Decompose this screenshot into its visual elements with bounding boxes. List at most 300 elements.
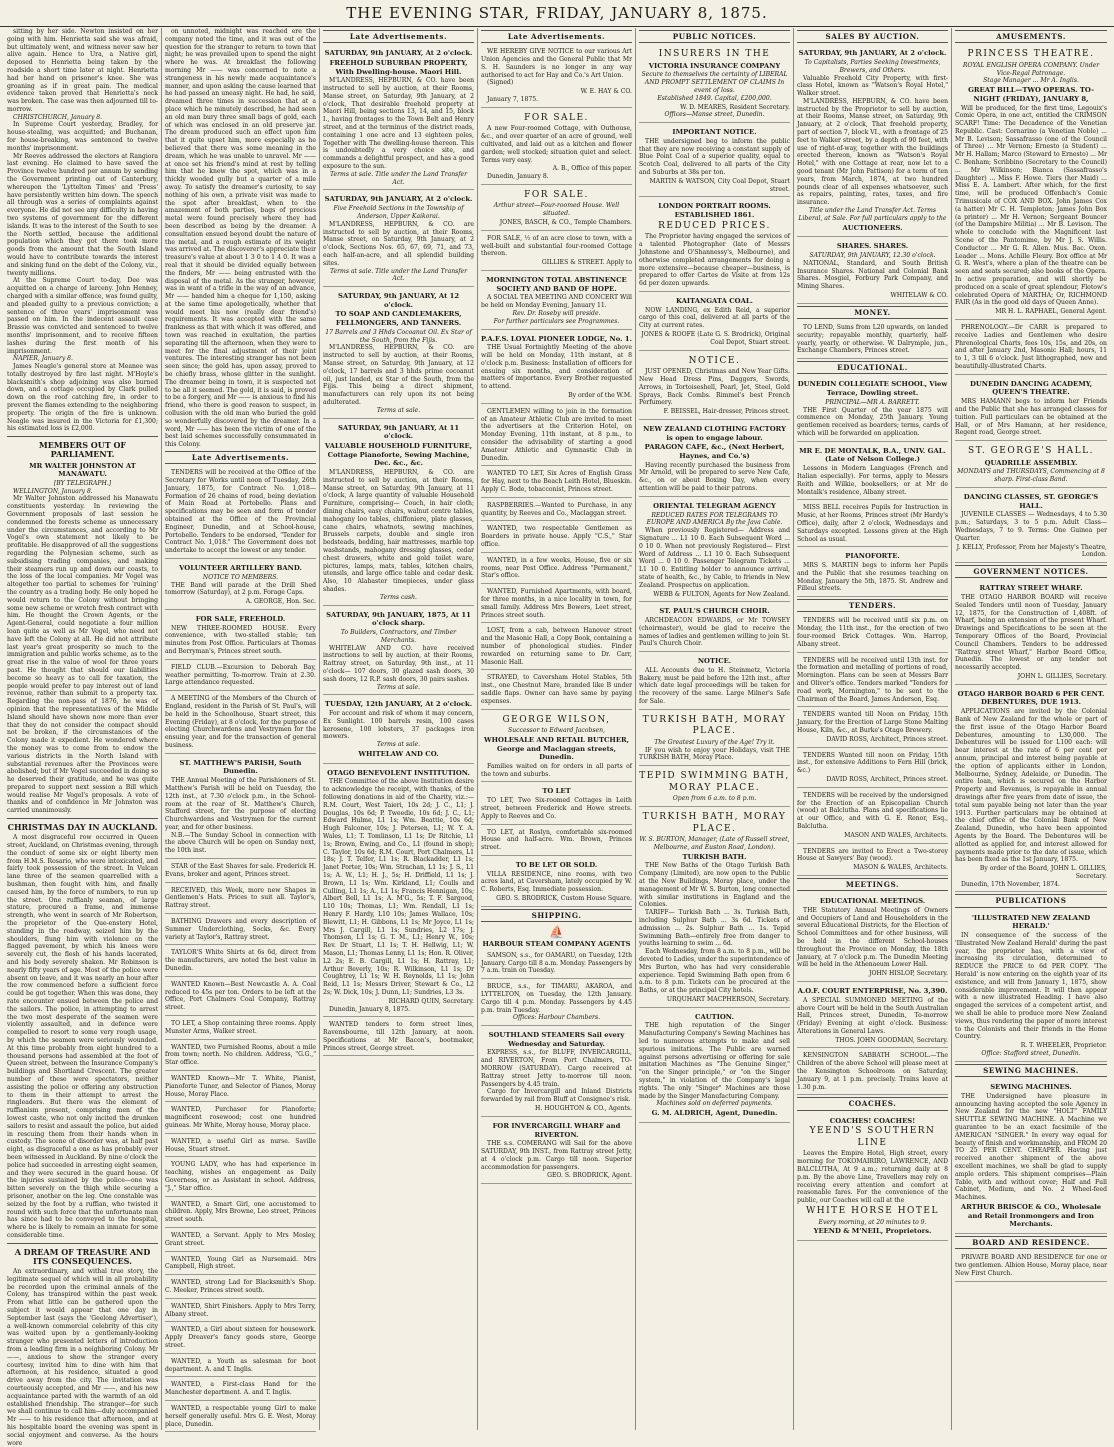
advertisement [323, 421, 474, 606]
advertisement: BATHING Drawers and every description of Summer Underclothing, Socks, &c. Every variety at Taylor's, Rattray street. [165, 916, 316, 945]
advertisement: WANTED, a First-class Hand for the Manchester department. A. and T. Inglis. [165, 1379, 316, 1401]
ad-body: Open from 6 a.m. to 8 p.m. [672, 795, 757, 803]
ad-body: M'LANDRESS, HEPBURN, & CO. are instructed to sell by auction, at their Rooms, Manse street, on Saturday, 9th January, at 2 o'clock, Sections Nos. 65, 67, 69, 71, and 73, each half-an-acre, and all splendid building sites. [323, 220, 474, 267]
section-heading: SALES BY AUCTION. [797, 30, 948, 43]
advertisement [639, 199, 790, 291]
advertisement: GENTLEMEN willing to join in the formation of an Amateur Athletic Club are invited to meet the advertisers at the Criterion Hotel, on Monday Evening, 11th instant, at 8 p.m., to consider the advisability of starting a good Amateur Athletic and Gymnastic Club in Dunedin. [481, 406, 632, 467]
ad-body: Secure to themselves the certainty of LIBERAL AND PROMPT SETTLEMENT OF CLAIMS In event of loss. [641, 71, 788, 95]
advertisement [797, 790, 948, 844]
advertisement [323, 697, 474, 763]
section-heading: TENDERS. [797, 599, 948, 612]
ad-heading: ST. GEORGE'S HALL. [968, 446, 1094, 457]
advertisement: YOUNG LADY, who has had experience in teaching, wishes an engagement as Daily Governess, or as Assistant in school. Address, "J.," Star office. [165, 1159, 316, 1196]
advertisement: WANTED Known—Best Newcastle A. A. Coal reduced to 45s per ton. Orders to be left at the Office, Port Chalmers Coal Company, Rattray street. [165, 979, 316, 1016]
ad-heading: CAUTION. [695, 1012, 734, 1021]
ad-heading: TEPID SWIMMING BATH, MORAY PLACE. [639, 771, 790, 793]
ad-body: TO LET, Two Six-roomed Cottages in Leith street, between Frederick and Howe streets. Apply to Reeves and Co. [481, 797, 632, 820]
column-6 [794, 28, 952, 1430]
ad-note: (Signed) [487, 79, 514, 87]
ad-signature: JONES & ROOFE (Late G. S. Brodrick), Original Coal Depot, Stuart street. [641, 331, 790, 346]
ad-signature: WEBB & FULTON, Agents for New Zealand. [653, 590, 790, 598]
ad-body: For account and risk of whom it may concern, Ex Sunlight. 100 barrels resin, 100 cases kerosene, 100 lobsters, 37 packages iron mowers. [323, 710, 474, 741]
ad-subheading: ROYAL ENGLISH OPERA COMPANY. Under Vice-Regal Patronage. [962, 61, 1100, 77]
ad-heading: KAITANGATA COAL. [675, 296, 754, 305]
advertisement [639, 422, 790, 497]
ad-body: ALL Accounts due to H. Steinmetz, Victoria Bakery, must be paid before the 12th inst., after which date legal proceedings will be taken for the recovery of the same. Large Milner's Safe for Sale. [639, 666, 790, 706]
ad-body: Arthur street—Four-roomed House. Well situated. [493, 202, 620, 218]
advertisement [797, 549, 948, 597]
ad-signature: RICHARD QUIN, Secretary. [388, 997, 474, 1005]
ad-body: THE New Baths of the Otago Turkish Bath Company (Limited), are now open to the Public at the New Buildings, Moray place, under the management of Mr W. S. Burton, long connected with similar institutions in England and the Colonies. [639, 862, 790, 909]
ad-date: January 7, 1875. [487, 96, 539, 103]
ad-date: SATURDAY, 9th JANUARY, At 2 o'clock. [324, 49, 473, 58]
ad-heading: GREAT BILL—TWO OPERAS. TO-NIGHT (FRIDAY), JANUARY 8, [968, 86, 1094, 103]
ad-signature: By order of the Board, JOHN L. GILLIES, Secretary. [979, 865, 1107, 880]
ad-body: When previously Registered— Address and Signature ... L1 10 0. Each Subsequent Word ... 0 10 0. When not previously Registered— First Word of Address ... L1 10 0. Each Subsequent Word ... 0 10 0. Passenger Telegram Tickets ... L1 10 0. Entitling holder to announce arrival, state of health, &c., by Cable, to friends in New Zealand. Prospectus on application. [639, 527, 790, 589]
ad-body: JUVENILE CLASSES — Wednesdays, 4 to 5.30 p.m.; Saturdays, 3 to 5 p.m. Adult Class—Wednesdays, 7 to 9. Terms: One Guinea per Quarter. [955, 511, 1107, 542]
advertisement: LOST, from a cab, between Hanover street and the Masonic Hall, a Copy Book, containing a number of phonological studies. Finder rewarded on returning same to Dr. Carr, Masonic Hall. [481, 625, 632, 670]
advertisement: PRIVATE BOARD AND RESIDENCE for one or two gentlemen. Albion House, Moray place, near New First Church. [955, 1252, 1107, 1281]
ad-signature: MARTIN & WATSON, City Coal Depot, Stuart street. [649, 177, 790, 193]
byline: [BY TELEGRAPH.] [53, 479, 112, 487]
ad-note: Cargo for Invercargill and Inland Districts forwarded by rail from Bluff at Consignee's risk. [481, 1088, 632, 1104]
ad-signature: H. HOUGHTON & CO., Agents. [535, 1105, 632, 1113]
advertisement [481, 1028, 632, 1117]
advertisement: RECEIVED, this Week, more new Shapes in Gentlemen's Hats. Prices to suit all. Taylor's, Rattray street. [165, 885, 316, 914]
ad-body: M'LANDRESS, HEPBURN, & CO. have been instructed by the Proprietor to sell by auction, at their Rooms, Manse street, on Saturday, 9th January, at 2 o'clock, That freehold property, part of section 7, block VI., with a frontage of 25 feet to Walker street, by a depth of 90 feet, with use of right-of-way, together with the buildings erected thereon, known as "Watson's Royal Hotel," with one Cottage at rear, now let to a good tenant (Mr John Pattison) for a term of ten years, from March, 1874, at two hundred pounds clear of all expenses whatsoever, such as repairs, painting, rates, taxes, and fire insurance. [797, 97, 948, 207]
advertisement [165, 561, 316, 610]
ad-heading: DUNEDIN COLLEGIATE SCHOOL, View Terrace, Dowling street. [797, 380, 948, 398]
ad-body: WE HEREBY GIVE NOTICE to our various Art Union Agencies and the General Public that Mr S. H. Saunders is no longer in any way authorised to act for Hay and Co.'s Art Union. [481, 48, 632, 79]
advertisement [797, 444, 948, 501]
section-heading: MEETINGS. [797, 878, 948, 891]
section-heading: PUBLICATIONS [955, 894, 1107, 907]
steamship-icon: ⛵ [549, 925, 564, 940]
ad-date: Dunedin, 17th November, 1874. [961, 880, 1060, 888]
advertisement: WANTED, two Furnished Rooms, about a mile from town; north. No children. Address, "G.G.," Star office. [165, 1042, 316, 1071]
ad-body: THE OTAGO HARBOR BOARD will receive Sealed Tenders until noon of Tuesday, January 12, 1875, for the Construction of 1,408ft. of Wharf, being an extension of the present Wharf. Drawings and Specifications to be seen at the Temporary Offices of the Board, Provincial Council Chambers. Tenders to be addressed "Rattray street Wharf," Harbor Board Office, Dunedin. The lowest or any tender not necessarily accepted. [955, 594, 1107, 672]
ad-heading: RATTRAY STREET WHARF. [979, 584, 1083, 593]
advertisement [481, 858, 632, 907]
advertisement: WANTED, a respectable young Girl to make herself generally useful. Mrs G. E. West, Moray place, Dunedin. [165, 1403, 316, 1432]
advertisement [481, 332, 632, 404]
article-heading: A DREAM OF TREASURE AND ITS CONSEQUENCES. [14, 1246, 151, 1266]
ad-terms: Terms at sale. [376, 683, 421, 691]
advertisement: WANTED Known—Mr T. White, Pianist, Pianoforte Tuner, and Selector of Pianos, Moray House, Moray Place. [165, 1073, 316, 1102]
advertisement: WANTED, a Girl about sixteen for housework. Apply Dreaver's fancy goods store, George street. [165, 1324, 316, 1353]
advertisement: WANTED, two respectable Gentlemen as Boarders in private house. Apply "C.S.," Star office. [481, 523, 632, 552]
ad-signature: WHITELAW AND CO. [358, 750, 439, 759]
advertisement: TO LEND, Sums from L20 upwards, on landed security; repayable monthly, quarterly, half-yearly, yearly, or otherwise. W. Dalrymple, jun., Exchange Chambers, Princes street. [797, 322, 948, 359]
advertisement [481, 110, 632, 185]
ad-body: M'LANDRESS, HEPBURN, & CO. are instructed to sell by auction, at their Rooms, Manse street, on Saturday, 9th January, at 11 o'clock, A large quantity of valuable Household Furniture, comprising— Couch, in hair cloth; dining chairs, easy chairs, walnut centre tables, mahogany loo tables, chiffoniere, plate glasses, cane chairs, whatnots, sewing machines, Brussels carpets, double and single iron bedsteads, bedding, hair mattresses, marble top washstands, mahogany dressing glasses, cedar chest drawers, white and gold toilet ware, pictures, lamps, mats, tables, kitchen chairs, utensils, and large office table and cedar desk. Also, 10 Alabaster timepieces, under glass shades. [323, 469, 474, 593]
advertisement [165, 756, 316, 859]
advertisement [955, 443, 1107, 488]
ad-heading: TO BE LET OR SOLD. [515, 860, 598, 869]
ad-heading: HARBOUR STEAM COMPANY AGENTS [482, 940, 631, 949]
ad-heading: FOR SALE, FREEHOLD. [195, 614, 286, 623]
advertisement: WANTED, Shirt Finishers. Apply to Mrs Terry, Albany street. [165, 1301, 316, 1323]
ad-note: Machines sold on deferred payments. [656, 1100, 773, 1108]
ad-signature: W. D. MEARES, Resident Secretary. [680, 103, 790, 111]
ad-signature: JOHN HISLOP, Secretary. [869, 970, 948, 978]
ad-body: TENDERS will be received by the undersigned for the Erection of an Episcopalian Church (wood) at Balclutha. Plans and specifications lie at our Office, and with G. E. Renor, Esq., Balclutha. [797, 791, 948, 830]
ad-terms: Title under the Land Transfer Act. Terms Liberal, at Sale. For full particulars apply to the [798, 207, 947, 222]
ad-body: MRS HAMANN begs to inform her Friends and the Public that she has arranged classes for tuition. Full particulars can be obtained at the Hall, or of Mrs Hamann, at her residence, Regent road, George street. [955, 398, 1107, 437]
ad-signature: YEEND & M'NEIL, Proprietors. [813, 1227, 932, 1236]
ad-date: SATURDAY, 9th JANUARY, At 2 o'clock. [798, 49, 947, 58]
advertisement: KENSINGTON SABBATH SCHOOL.—The Children of the above School will please meet at the Kensington Schoolroom on Saturday, January 9, at 1 p.m. precisely. Trains leave at 1.30 p.m. [797, 1050, 948, 1095]
advertisement: TO LET, a Shop containing three rooms. Apply Munster Arms, Walker street. [165, 1018, 316, 1040]
ad-heading: TURKISH BATH, MORAY PLACE. [642, 714, 787, 737]
section-heading: PUBLIC NOTICES. [639, 30, 790, 43]
article-subheading: MR WALTER JOHNSTON AT MANAWATU. [29, 461, 136, 479]
advertisement [323, 766, 474, 1018]
ad-body: THE high reputation of the Singer Manufacturing Company's Sewing Machines has led to numerous attempts to make and sell spurious imitations. The Public are warned against persons advertising or offering for sale imitation Machines as "The Genuine Singer," "on the Singer principle," or "on the Singer system," in violation of the Company's legal rights. The only "Singer" Machines are those made by the Singer Manufacturing Company. [639, 1022, 790, 1100]
ad-terms: Terms cash. [380, 593, 417, 601]
ad-subheading: YEEND'S SOUTHERN LINE [809, 1126, 936, 1148]
ad-heading: NEW ZEALAND CLOTHING FACTORY is open to engage labour. [643, 424, 786, 442]
ad-subheading: REDUCED RATES FOR TELEGRAMS TO EUROPE AND AMERICA By the Java Cable. [646, 511, 783, 527]
ad-date: Dunedin, January 8, 1875. [329, 1005, 411, 1013]
ad-heading: DANCING CLASSES, ST. GEORGE'S HALL. [963, 492, 1099, 510]
article-heading: CHRISTMAS DAY IN AUCKLAND. [7, 822, 158, 833]
ad-body: A SPECIAL SUMMONED MEETING of the above Court will be held in the South Australian Hall, Princes street, Dunedin, To-morrow (Friday) Evening at eight o'clock. Business: Alterations in General Laws. [797, 996, 948, 1035]
advertisement: PHRENOLOGY.—Dr CARR is prepared to receive Ladies and Gentlemen who desire Phrenological Charts, fees 10s, 15s, and 20s, on and after January 2nd, Masonic Hall; hours, 11 to 1, 3 till 6 o'clock. Just lithographed, new and beautifully-illustrated Charts. [955, 322, 1107, 375]
ad-subheading: W. S. BURTON, Manager, (Late of Russell street, Melbourne, and Euston Road, London). [639, 836, 790, 851]
divider [7, 436, 158, 437]
ad-body: Will be produced, for the first time, Legouix's Comic Opera, in one act, entitled the CRIMSON SCARF! Time: The Decadence of the Venetian Republic. Cast: Cornarino (a Venetian Noble) ... Mr B. Levison; Sassafrasso (one of the Council of Three) ... Mr Vernon; Ernesto (a Student) ... Mr H. Hallam; Marco (Steward to Ernesto) ... Mr C. Benham; Scribbino (Secretary to the Council) ... Mr Wilkinson; Bianca (Sassafrasso's Daughter) ... Miss F. Howe. Tiers (her Maid) ... Miss E. A. Lambert. After which, for the first time, will be produced Offenbach's Comic Trimusicale of COX AND BOX. John James Cox (a hatter) Mr C. H. Templeton; James John Box (a printer) ... Mr H. Vernon; Sergeant Bouncer (of the Dampshire Militia) ... Mr B. Levison. The whole to conclude with the Magnificent last Scene of the Pantomime, by Mr J. S. Willis. Conductor ... Mr G. R. Allen. Mus. Bac. Oxon. Leader ... Mons. Achille Fleury. Box office at Mr G. R. West's, where a plan of the theatre can be seen and seats secured; also books of the Opera. In active preparation, and will shortly be produced on a scale of great splendour, Flotow's celebrated Opera of MARTHA; Or, RICHMOND FAIR (As in the good old days of Queen Anne). [955, 104, 1107, 307]
ad-date: SATURDAY, 9th JANUARY, 12.30 o'clock. [809, 252, 936, 260]
advertisement [797, 894, 948, 982]
ad-heading: WHOLESALE AND RETAIL BUTCHER, George and Maclaggan streets, Dunedin. [483, 735, 630, 762]
ad-heading: ORIENTAL TELEGRAM AGENCY [653, 501, 776, 510]
ad-subheading: REDUCED PRICES. [658, 220, 771, 231]
advertisement: TENDERS will be received until 13th inst. for the formation and metalling of portions of road, Mornington. Plans can be seen at Messrs Barr and Oliver's office. Tenders marked "Tenders for road work, Mornington," to be sent to the Chairman of the Board, James Anderson, Esq. [797, 655, 948, 708]
ad-terms: Terms at sale. Title under the Land Transfer Act. [329, 170, 468, 186]
advertisement [481, 1119, 632, 1184]
advertisement: WANTED, a Youth as salesman for boot department. A. and T. Inglis. [165, 1356, 316, 1378]
advertisement [639, 768, 790, 807]
news-paragraph: A most disgraceful row occurred in Queen street, Auckland, on Christmas evening, through the conduct of some six or eight liberty men from H.M.S. Rosario, who were intoxicated, and fairly took possession of the street. In Vulcan lane three of the seamen quarrelled with a bushman, then fought with him, and finally caused him, by the force of numbers, to run up the street. One ruffianly seaman, of large stature, procured a frame, and immense strength, who went in search of Mr Robertson, the proprietor of the Que-enstery Hotel, standing in the roadway, seized him by the shoulders, flung him with violence on the flagged pavement, by which his knees were severely cut, the flesh of his hands lacerated, and his body severely shaken. Mr Robinson is nearly fifty years of age. Most of the police were absent on leave, and it was nearly an hour after the row commenced before a sufficient force could be got together. When this was done, they rate encounter ensued between the police and the sailors. The police, in attempting to arrest the two most desperate of the seamen were violently assaulted, and in defence were compelled to resort to some very rough usage, by which the seamen were seriously wounded. At this time probably from eight hundred to a thousand persons had assembled at the foot of Queen street, between the Insurance Company's buildings and Shortland Crescent. The greater number of these were spectators, neither assisting the police or offering any obstruction to them in their attempt to arrest the ringleaders. But there was the element of ruffianism present, comprising men of the lowest caste, who not only incited the drunken sailors to resist and assault the police, but aided in rescuing them from their hands when in custody. The scene of disorder was, at half past eight, as disgraceful a one as has probably ever been witnessed in Auckland. By nine o'clock the police had succeeded in arresting eight seamen, and they were secured in the guard house. Of the injuries sustained by the police—one was bitten severely on the thigh while securing a prisoner, another on the leg. One constable was seized by the foot by a ruffian, who twisted it round with such force that the unfortunate man has since had to be conveyed to the hospital, where he is likely to remain an inmate for some considerable time. [7, 834, 158, 1239]
newspaper-page [4, 28, 1110, 1447]
ad-body: BRUCE, s.s., for TIMARU, AKAROA, and LYTTELTON, on Tuesday, the 12th January. Cargo till 4 p.m. Monday. Passengers by 4.45 p.m. train Tuesday. [481, 983, 632, 1014]
advertisement [639, 353, 790, 420]
advertisement: WANTED tenders to form street lines, Ravensbourne, till 12th January, at noon. Specifications at Mr Bacon's, bootmaker, Princes street, George street. [323, 1019, 474, 1056]
advertisement [481, 46, 632, 108]
ad-heading: INSURERS IN THE [658, 49, 771, 60]
advertisement [481, 233, 632, 271]
news-paragraph: on unnoted, midnight was reached ere the company noted the time, and it was out of the question for the stranger to return to town that night; he was prevailed upon to spend the night where he was. At breakfast the following morning Mr —— was concerned to note a strangeness in his newly made acquaintance's manner, and upon asking the cause learned that he had passed an uneasy night. He had, he said, dreamed three times in succession that at a place which he minutely described, he had seen an old man bury three small bags of gold, each of which was enclosed in an old preserve jar. The dream produced such an effect upon him that it quite upset him, more especially as he believed that there was some meaning in the dream, which he was unable to unravel. Mr —— at once set his friend's mind at rest by telling him that he knew the spot, which was in a thickly wooded gully but a quarter of a mile away. To satisfy the dreamer's curiosity, to say nothing of his own, a private visit was made to the spot after breakfast, when to the amazement of both parties, bags of precious metal were found precisely where they had been described as being by the dreamer. A consultation ensued beyond doubt the nature of the metal, and a rough estimate of its weight was arrived at. The discoverer's appreciate their treasure's value at about 1 3 0 to 1 4 0. It was a real that it should be divided equally between the finders, Mr —— being entrusted with the disposal of the metal. As the stranger, however, was in want of a trifle in the way of an advance, Mr —— handed him a cheque for 1,150, asking at the same time apologetically, whether that would meet his now (really dear friend's) requirements. It was accepted with the same frankness as that with which it was offered, and town was reached in exultation, the parties separating till the afternoon, when they were to meet for the final adjustment of their joint ventures. The interesting stranger has not been seen since; the gold has, upon assay, proved to be chiefly brass, whose glitter in the sunlight. The dreamer being in town, it is suspected not to be all it seemed. The gold, it is said, is proved to be a forgery, and Mr —— is anxious to find his friend, who there is good reason to suspect, in collusion with the old man who buried the gold so wonderfully discovered by the dreamer. In a word, Mr —— has been the victim of one of the best laid schemes successfully consummated in this Colony. [165, 28, 316, 449]
ad-body: EXPRESS, s.s., for BLUFF, INVERCARGILL, and RIVERTON, From Port Chalmers, TO-MORROW (SATURDAY). Cargo received at Rattray street Jetty to-morrow till noon. Passengers by 4.45 train. [481, 1049, 632, 1088]
ad-body: JUST OPENED, Christmas and New Year Gifts. New Head Dress Pins, Daggers, Swords, Arrows, in Tortoiseshell, Pearl, Jet, Steel, Gold Sprays, Back Combs. Rimmel's best French Perfumery. [639, 368, 790, 407]
advertisement [797, 239, 948, 303]
divider [7, 1243, 158, 1244]
ad-body: The Proprietor having engaged the services of a talented Photographer (late of Messrs Johnstone and O'Shannessy's, Melbourne), and otherwise completed arrangements for doing a more extensive—because cheaper—business, is prepared to offer Cartes de Visite at from 12s 6d per dozen upwards. [639, 233, 790, 288]
ad-note: Every morning, at 20 minutes to 9. [818, 1218, 927, 1226]
ad-date: SATURDAY, 9th JANUARY, 1875, At 11 o'clock sharp. [326, 610, 471, 628]
ad-note: For further particulars see Programmes. [493, 317, 620, 325]
column-5 [636, 28, 794, 1430]
column-1 [4, 28, 162, 1447]
ad-terms: Terms at sale. Title under the Land Transfer Act. [329, 267, 468, 283]
ad-signature: GEO. S. BRODRICK, Custom House Square. [496, 895, 632, 903]
ad-note: Established 1849. Capital, £200,000. [657, 94, 772, 102]
advertisement [797, 846, 948, 876]
ad-heading: FOR INVERCARGILL WHARF and RIVERTON. [492, 1121, 621, 1139]
section-heading: COACHES. [797, 1097, 948, 1110]
advertisement [955, 46, 1107, 320]
ad-body: Families waited on for orders in all parts of the town and suburbs. [481, 762, 632, 778]
ad-body: IN consequence of the success of the 'Illustrated New Zealand Herald' during the past year, the proprietor has, with a view of increasing its circulation, determined to REDUCE the PRICE to 6d PER COPY. 'The Herald' is now entering on the eighth year of its existence, and will from January 1, 1875, show considerable improvement. It will then appear with a new illustrated Heading. I have also engaged the services of a competent artist, and we shall be able to produce more New Zealand views, thus rendering the paper of more interest to the Colonists and their friends in the Home Country. [955, 932, 1107, 1041]
advertisement [639, 654, 790, 710]
dateline: CHRISTCHURCH, January 8. [13, 113, 103, 121]
advertisement [323, 46, 474, 190]
ad-body: THE Band will parade at the Drill Shed tomorrow (Saturday), at 2 p.m. Forage Caps. [165, 581, 316, 597]
advertisement [639, 499, 790, 602]
ad-signature: DAVID ROSS, Architect, Princes street. [826, 735, 948, 743]
ad-signature: JONES, BASCH, & CO., Temple Chambers. [499, 219, 632, 226]
article-heading: MEMBERS OUT OF PARLIAMENT. [38, 440, 127, 460]
advertisement: FIELD CLUB.—Excursion to Deborah Bay, weather permitting, To-morrow. Train at 2.30. Large attendance requested. [165, 662, 316, 691]
advertisement: WANTED, Young Girl as Nursemaid. Mrs Campbell, High street. [165, 1254, 316, 1276]
ad-heading: ST. PAUL'S CHURCH CHOIR. [659, 607, 770, 616]
advertisement [481, 712, 632, 783]
advertisement: TAYLOR'S White Shirts at 6s 6d, direct from the manufacturers, are noted the best value in Dunedin. [165, 947, 316, 976]
section-heading: SHIPPING. [481, 909, 632, 922]
advertisement [955, 1080, 1107, 1234]
advertisement: SAMSON, s.s., for OAMARU, on Tuesday, 12th January. Cargo till 8 a.m. Monday. Passengers by 7 a.m. train on Tuesday. [481, 950, 632, 979]
ad-heading: Valuable Freehold City Property, with first-class Hotel, known as "Watson's Royal Hotel," Walker street. [797, 74, 948, 98]
advertisement [639, 809, 790, 1008]
ad-signature: A. B., Office of this paper. [552, 165, 632, 173]
ad-heading: TO LET [542, 787, 571, 796]
ad-date: SATURDAY, 9th JANUARY, At 2 o'clock. [324, 195, 473, 204]
advertisement: WANTED, Furnished Apartments, with board, for three months, in a nice locality in town, for small family. Address Mrs Bowers, Leet street, Princes street south. [481, 586, 632, 623]
ad-note: Rev. Dr. Roseby will preside. [512, 309, 601, 317]
section-heading: GOVERNMENT NOTICES. [955, 565, 1107, 578]
ad-date: TUESDAY, 12th JANUARY, At 2 o'clock. [324, 700, 473, 709]
ad-heading: SHARES. SHARES. [836, 242, 909, 251]
section-heading: AMUSEMENTS. [955, 30, 1107, 43]
ad-body: M'LANDRESS, HEPBURN, & CO. have been instructed to sell by auction, at their Rooms, Manse street, on Saturday, 9th January, at 2 o'clock, That desirable freehold property at Maori Hill, being sections 13, 14, and 15, block I., having frontages to the Town Belt and Henry street, and at the terminus of the district roads, containing 1 one acre and 13 eighteen poles, Together with The dwelling-house thereon. This is undoubtedly a very choice site, and commands a delightful prospect, and has a good exposure to the sun. [323, 77, 474, 171]
ad-body: THE Usual Fortnightly Meeting of the above will be held on Monday, 11th instant, at 8 o'clock p.m. Business: Installation of officers for ensuing six months, and consideration of matters of importance. Every Brother requested to attend. [481, 344, 632, 391]
ad-body: TENDERS wanted till Noon on Friday, 15th January, for the Erection of Large Stone Malting House, Kiln, &c., at Burke's Otago Brewery. [797, 711, 948, 734]
news-paragraph: An extraordinary, and withal true story, the legitimate sequel of which will in all probability be recorded upon the criminal annals of the Colony, has transpired within the past week. From what little can be gathered upon the subject it would appear that one day in September last (says the 'Geelong Advertiser'), a well-known commercial celebrity of this city was waited upon by a gentlemanly-looking stranger who presented letters of introduction from a leading firm in a neighboring Colony. Mr ——, anxious to show the stranger every courtesy, invited him to dine with him that afternoon, at his residence, situated a good drive away from the city. The invitation was courteously accepted, and Mr ——, and his new acquaintance parted with the warmth of an old established friendship. The stranger—for such we shall continue to call him—duly accompanied Mr —— to his residence that afternoon, and at his hospitable board the evening was spent in social enjoyment and converse. As the hours wore [7, 1268, 158, 1447]
ad-signature: GEO. S. BRODRICK, Agent. [547, 1172, 632, 1180]
ad-heading: A.O.F. COURT ENTERPRISE, No. 3,390. [797, 987, 948, 996]
ad-signature: MASON & WALES, Architects. [853, 864, 948, 872]
ad-signature: A. GEORGE, Hon. Sec. [245, 598, 316, 606]
section-heading: EDUCATIONAL. [797, 361, 948, 374]
ad-terms: Terms at sale. [376, 741, 421, 749]
news-paragraph: Mr Walter Johnston addressed his Manawatu constituents yesterday. In reviewing the Government proposals of last session he condemned the forests scheme as unnecessary under the circumstances, and according to Mr Vogel's own statement not likely to be profitable. He disapproved of all the suggestions regarding the Polynesian scheme, such as subsidising trading companies, and making their steamers run up and down our coasts, to the loss of the local companies. Mr Vogel was altogether too partial to schemes for 'ruining' the country as a trading body. He only hoped he would return to the Colony without bringing some new scheme or wretch fresh contract with him. He thought the Crown Agents, or the Agent-General, could negotiate a four million loan quite as well as Mr Vogel, who need not have left the Colony at all. He did not attribute last year's great prosperity so much to the immigration and public works scheme, as to the great rise in the value of wool for three years past. He thought that should our liabilities become so heavy as to call for taxation, the people would prefer to pay interest out of land revenue, rather than submit to a property tax. Regarding the non-pass of 1876, he was of opinion that the representatives of the Middle Island should have shown now more than ever that they do not consider the compact should not be broken, if the circumstances of the Colony made it expedient. He wondered where the money was to come from to endow the various districts in the North Island with substantial revenues after the Provinces were abolished; but if Mr Vogel succeeded in doing so he deserved their gratitude, and he was quite prepared to support next session a Bill which would realise Mr Vogel's proposals. A vote of thanks and of confidence in Mr Johnston was carried unanimously. [7, 495, 158, 815]
advertisement [955, 687, 1107, 893]
ad-signature: MASON AND WALES, Architects. [844, 831, 948, 839]
ad-signature: AUCTIONEERS. [842, 223, 903, 232]
column-7 [952, 28, 1110, 1430]
ad-body: THE Statutory Annual Meetings of Owners and Occupiers of Land and Householders in the several Educational Districts, for the Election of School Committees and for other business, will be held in the different School-houses throughout the Province on Monday, the 18th January, at 7 o'clock p.m. The Dunedin Meeting will be held in the Athenaeum Lower Hall. [797, 906, 948, 969]
ad-signature: J. KELLY, Professor, From her Majesty's Theatre, London. [956, 543, 1107, 559]
ad-body: A SOCIAL TEA MEETING AND CONCERT Will be held on Monday Evening, January 11. [481, 294, 632, 310]
ad-note: Offices: Harbour Chambers. [512, 1014, 601, 1022]
ad-heading: NOTICE. [697, 657, 732, 666]
advertisement: TO LET, at Roslyn, comfortable six-roomed House and half-acre. Wm. Brown, Princes street. [481, 827, 632, 856]
ad-body: Having recently purchased the business from Mr Arnold, will be prepared to serve New Cafe, &c., on or about Boxing Day, when every attention will be paid to their patrons. [639, 461, 790, 493]
advertisement [797, 46, 948, 237]
advertisement: MISS BELL receives Pupils for Instruction in Music, at her Rooms, Princes street (Mr Hardy's Office), daily, after 2 o'clock, Wednesdays and Saturdays excepted. Lessons given at the High School as usual. [797, 502, 948, 547]
column-4 [478, 28, 636, 1430]
ad-signature: ARTHUR BRISCOE & CO., Wholesale and Retail Ironmongers and Iron Merchants. [960, 1202, 1102, 1229]
advertisement [639, 712, 790, 766]
advertisement: RASPBERRIES.—Wanted to Purchase, in any quantity, by Reeves and Co., Maclaggan street. [481, 500, 632, 522]
advertisement [797, 1114, 948, 1241]
advertisement [955, 490, 1107, 563]
ad-subheading: PARAGON CAFE, &c., (Next Herbert, Haynes, and Co.'s) [644, 443, 785, 460]
news-paragraph: sitting by her side. Newton insisted on her going with him. Henrietta said she was afraid, but ultimately went, and witness never saw her alive again. Hence to Ura, a Native girl, deposed to Henrietta being taken by the roadside a short time later at night. Henrietta had her hand on prisoner's knee. She was groaning as if in great pain. The medical evidence taken proved that Henrietta's neck was broken. The case was then adjourned till to-morrow. [7, 28, 158, 113]
ad-note: Office: Stafford street, Dunedin. [981, 1050, 1081, 1058]
ad-body: FOR SALE, ½ of an acre close to town, with a well-built and substantial four-roomed Cottage thereon. [481, 234, 632, 258]
column-3 [320, 28, 478, 1430]
ad-heading: SEWING MACHINES. [990, 1083, 1072, 1092]
ad-signature: F. BEISSEL, Hair-dresser, Princes street. [663, 408, 790, 416]
ad-signature: R. T. WHEELER, Proprietor. [1020, 1042, 1107, 1050]
ad-body: THE undersigned beg to inform the public that they are now receiving a constant supply of Blue Point Coal of a superior quality, equal to Scotch Coal, delivered to all parts of the City and Suburbs at 38s per ton. [639, 137, 790, 177]
ad-subheading: Five Freehold Sections in the Township of Anderson, Upper Kaikorai. [333, 205, 464, 220]
ad-heading: 'ILLUSTRATED NEW ZEALAND HERALD.' [971, 913, 1091, 931]
ad-body: NEW THREE-ROOMED HOUSE. Every convenience, with two-stalled stable; ten minutes from Post Office. Particulars at Thomas and Berryman's, Princes street south. [165, 624, 316, 655]
advertisement [797, 984, 948, 1048]
advertisement [639, 46, 790, 123]
ad-body: THE Annual Meeting of the Parishioners of St. Matthew's Parish will be held on Tuesday, the 12th inst., at 7.30 o'clock p.m., in the School-room at the rear of St. Matthew's Church, Stafford street, for the purpose of electing Churchwardens and Vestrymen for the current year, and for other business. [165, 777, 316, 831]
ad-body: Lessons in Modern Languages (French and Italian especially). For terms, apply to Messrs Reith and Wilkie, booksellers; or at Mr de Montalk's residence, Albany street. [797, 465, 948, 496]
advertisement: WANTED, a Smart Girl, one accustomed to children. Apply, Mrs Browne, Leo street, Princes street south. [165, 1199, 316, 1228]
ad-heading: IMPORTANT NOTICE. [672, 128, 757, 137]
ad-heading: EDUCATIONAL MEETINGS. [819, 897, 926, 906]
ad-signature: THOS. JOHN GOODMAN, Secretary. [835, 1036, 948, 1044]
ad-date: Dunedin, January 8. [487, 173, 549, 181]
advertisement [955, 377, 1107, 441]
section-heading: Late Advertisements. [165, 451, 316, 464]
ad-signature: GILLIES & STREET. Apply to [541, 259, 632, 267]
ad-heading: TURKISH BATH, MORAY PLACE. [642, 812, 787, 834]
advertisement: TENDERS will be received at the Office of the Secretary for Works until noon of Tuesday, 26th January, 1875, for Contract No. 1,018—Formation of 26 chains of road, being deviation of Main Road at Portobello. Plans and specifications may be seen and form of tender obtained at the Office of the Provincial Engineer, Dunedin, and at School-house, Portobello. Tenders to be endorsed, "Tender for Contract No. 1,018." The Government does not undertake to accept the lowest or any tender. [165, 467, 316, 559]
ad-body: WHITELAW AND CO. have received instructions to sell by auction, at their Rooms, Rattray street, on Saturday, 9th inst., at 11 o'clock— 107 doors, 30 glazed sash doors, 30 sash doors, 12 R.P. sash doors, 30 pairs sashes. [323, 644, 474, 683]
dateline: NAPIER, January 8. [13, 355, 73, 363]
advertisement: STRAYED, to Caversham Hotel Stables, 5th inst., one Chestnut Mare, branded like B under saddle flaps. Owner can have same by paying expenses. [481, 672, 632, 709]
advertisement [955, 911, 1107, 1062]
ad-body: A new Four-roomed Cottage, with Outhouse, &c., and over quarter of an acre of ground, well cultivated, and laid out as a kitchen and flower garden; well stocked; situation quiet and select. Terms very easy. [481, 125, 632, 164]
advertisement [481, 273, 632, 330]
advertisement [481, 187, 632, 231]
advertisement: TENDERS will be received until six p.m. on Monday, the 11th inst., for the erection of two four-roomed Brick Cottages. Wm. Harrop, Albany street. [797, 615, 948, 652]
section-heading: BOARD AND RESIDENCE. [955, 1236, 1107, 1249]
ad-heading: MR E. DE MONTALK, B.A., UNIV. GAL. (Late of Nelson College.) [799, 446, 946, 464]
ad-heading: GEORGE WILSON, [502, 714, 611, 725]
masthead: THE EVENING STAR, FRIDAY, JANUARY 8, 1875. [0, 0, 1114, 27]
ad-heading: OTAGO BENEVOLENT INSTITUTION. [327, 768, 470, 777]
ad-heading: OTAGO HARBOR BOARD 6 PER CENT. DEBENTURES, DUE 1913. [957, 689, 1105, 707]
ad-heading: FOR SALE. [524, 112, 589, 123]
ad-body: APPLICATIONS are invited by the Colonial Bank of New Zealand for the whole or part of the first issue of the Otago Harbor Board Debentures, amounting to L30,000. The Debentures will be issued for L100 each: will bear interest at the rate of 6 per cent per annum, principal and interest being payable at the option of applicants either in London, Melbourne, Sydney, Adelaide, or Dunedin. The entire loan, which is secured on the Harbor Property and Revenues, is repayable in annual drawings after five years from date of issue, the total sum payable being not later than the year 1913. Further particulars may be obtained at the chief office of the Colonial Bank of New Zealand, Dunedin, who have been appointed Agents by the Board. The Debentures will be allotted as applied for, and interest allowed for payments made prior to the date of issue, which has been fixed as the 1st January, 1875. [955, 708, 1107, 864]
advertisement: WANTED, in a few weeks, House, five or six rooms, near Post Office. Address "Permanent," Star's office. [481, 555, 632, 584]
ad-heading: PRINCESS THEATRE. [967, 49, 1095, 60]
advertisement [639, 125, 790, 197]
advertisement [797, 377, 948, 441]
section-heading: MONEY. [797, 306, 948, 319]
advertisement [639, 294, 790, 351]
ad-note: Each Wednesday, from 8 a.m. to 8 p.m., will be devoted to Ladies, under the superintendence of Mrs Burton, who has had very considerable experience. Tepid Swimming Bath open from 6 a.m. to 8 p.m. Tickets can be procured at the Baths, or at the principal City hotels. [639, 948, 790, 995]
ad-signature: By order of the W.M. [568, 392, 632, 400]
dateline: WELLINGTON, January 8. [13, 487, 93, 495]
ad-subheading: NOTICE TO MEMBERS. [202, 573, 279, 581]
ad-heading: TURKISH BATH. [682, 852, 747, 861]
ad-signature: DAVID ROSS, Architect, Princes street. [826, 775, 948, 783]
advertisement: WANTED, a Servant. Apply to Mrs Mosley, Grant street. [165, 1230, 316, 1252]
ad-subheading: Successor to Edward Jacobsen, [508, 727, 605, 735]
advertisement: WANTED, strong Lad for Blacksmith's Shop. C. Meeker, Princes street south. [165, 1277, 316, 1299]
ad-body: VILLA RESIDENCE, nine rooms, with two acres land, at Caversham, lately occupied by W. C. Roberts, Esq. Immediate possession. [481, 870, 632, 894]
ad-body: MONDAYS and THURSDAYS, Commencing at 8 sharp. First-class Band. [957, 468, 1105, 484]
advertisement [323, 192, 474, 287]
ad-heading: DUNEDIN DANCING ACADEMY, QUEEN'S THEATRE. [969, 379, 1093, 397]
ad-body: NATIONAL, Standard, and South British Insurance Shares. National and Colonial Bank Shares. Mosgiel, Forbury Park Company, and Mining Shares. [797, 259, 948, 291]
ad-body: MRS S. MARTIN begs to inform her Pupils and the Public that she resumes teaching on Monday, January the 5th, 1875. St. Andrew and Filleul streets. [797, 562, 948, 593]
ad-subheading: To Capitalists, Parties Seeking Investments, Brewers, and Others. [804, 58, 941, 74]
ad-heading: WHITE HORSE HOTEL [806, 1205, 939, 1216]
ad-heading: P.A.F.S. LOYAL PIONEER LODGE, No. 1. [481, 334, 633, 343]
ad-heading: FOR SALE. [524, 189, 589, 200]
ad-heading: VOLUNTEER ARTILLERY BAND. [179, 564, 302, 573]
ad-subheading: To Builders, Contractors, and Timber Merchants. [340, 628, 457, 644]
ad-subheading: The Greatest Luxury of the Age! Try it. [654, 738, 775, 746]
advertisement [323, 289, 474, 419]
ad-heading: NOTICE. [688, 355, 741, 366]
advertisement [481, 784, 632, 824]
ad-heading: TO SOAP AND CANDLEMAKERS, FELLMONGERS, AND TANNERS. [335, 310, 462, 328]
ad-signature: JOHN L. GILLIES, Secretary. [1017, 672, 1107, 680]
ad-heading: ST. MATTHEW'S PARISH, South Dunedin. [179, 758, 302, 776]
advertisement [639, 1010, 790, 1123]
ad-heading: SOUTHLAND STEAMERS Sail every Wednesday and Saturday. [488, 1031, 625, 1048]
advertisement: WANTED TO LET, Six Acres of English Grass for Hay, next to the Beach Leith Hotel, Blueskin. Apply C. Bode, tobacconist, Princes street. [481, 468, 632, 497]
news-paragraph: At the Supreme Court to-day, Dee was acquitted on a charge of larceny. John Henney, charged with a similar offence, was found guilty, and pleaded guilty to a previous conviction; a sentence of three years' imprisonment was passed on him. In the indecent assault case Brassie was convicted and sentenced to twelve months' imprisonment, and to receive fifteen lashes during the first month of his imprisonment. [7, 277, 158, 355]
advertisement [323, 608, 474, 696]
section-heading: Late Advertisements. [323, 30, 474, 43]
advertisement [481, 981, 632, 1026]
ad-heading: LONDON PORTRAIT ROOMS. ESTABLISHED 1861. [658, 202, 771, 220]
ad-body: TENDERS are invited to Erect a Two-storey House at Sawyers' Bay (wood). [797, 847, 948, 863]
ad-heading: VICTORIA INSURANCE COMPANY [648, 61, 781, 70]
ad-note: Offices—Manse street, Dunedin. [664, 111, 765, 119]
ad-date: SATURDAY, 9th JANUARY, At 12 o'clock. [337, 292, 460, 309]
ad-signature: WHITELAW & CO. [890, 292, 948, 299]
ad-body: NOW LANDING, ex Edith Reid, a superior cargo of this coal, delivered at all parts of the City at current rates. [639, 306, 790, 330]
advertisement [797, 750, 948, 788]
ad-subheading: PRINCIPAL—MR A. BARRETT. [825, 398, 920, 406]
ad-subheading: QUADRILLE ASSEMBLY. [984, 458, 1078, 467]
advertisement: WANTED, a useful Girl as nurse. Saville House, Stuart street. [165, 1136, 316, 1158]
column-2 [162, 28, 320, 1430]
ad-signature: MR H. L. RAPHAEL, General Agent. [995, 308, 1107, 316]
ad-body: TENDERS Wanted till noon on Friday, 15th inst., for extensive Additions to Fern Hill (brick, &c.) [797, 751, 948, 775]
news-paragraph: In Supreme Court yesterday, Bradley, for house-stealing, was acquitted; and Buchanan, for house-breaking, was sentenced to twelve months' imprisonment. [7, 121, 158, 152]
ad-body: THE Undersigned have pleasure in announcing having accepted the sole Agency in New Zealand for the new "HOLT" FAMILY SHUTTLE SEWING MACHINE. A Machine we guarantee to be an exact facsimile of the AMERICAN "SINGER." In every way equal for beauty of finish and workmanship, and FROM 20 TO 25 PER CENT. CHEAPER. Having just received another shipment of the above excellent machines, we shall be glad to supply ample orders. This shipment comprises—Plain Table, with and without cover; Half and Full Cabinet, Medium, and No. 2 Wheel-feed Machines. [955, 1092, 1107, 1202]
ad-body: THE Committee of the above Institution desire to acknowledge the receipt, with thanks, of the following donations in aid of the Charity, viz.:— R.M. Court, West Taieri, 10s 2d; J. C., L1; J. Douglas, 10s 6d; P. Tweedie, 10s 6d; J. C., L1; Edward Hulme, L1 1s; Wm. Beattie, 10s 6d; Hugh Falconer, 10s; J. Petersen, L1; W. Y. A. Wales, L1; T. Tomlinson, L1 1s; Dr Ritchie, L1 1s; Brown, Ewing, and Co., L1 (found in shop); C. Taylor, 10s 6d; R.M. Court, Port Chalmers, L1 18s; J. T. Telfer, L1 1s; R. Blackadder, L1 1s; Janet Porter, 10s; Wm. Strachan, L1 1s; J. S., L1 1s; A. W., L1; H. J., 5s; H. Driffield, L1 1s; J. Brown, L1 1s; Wm. Kirkland, L1; Coulls and Culling, L1 1s; A., L1 1s; Francis Hennigan, 10s; Albert Bell, L1 1s; A. M'G., 5s; T. F. Sargood, L10 10s; Thomas, L1; Wm. Rendall, L1 1s; Henry F. Hardy, L10 10s; James Wallace, 10s; Blewitt, L1; H. Gibbons, L1 1s; Mr Joyce, L1 1s; Mrs J. Cargill, L1 1s; Sundries, L2 17s; J. Thomson, L1 1s; G. T. M., L1; Henry W., 10s; Rev. Dr Stuart, L1 1s; T. H. Hellwig, L1; W. Mason, L1; Thomas Lenny, L1 1s; Hon. R. Oliver, L2 2s; E. B. Cargill, L1 1s; H. Rattray, L1; Arthur Beverly, 10s; R. Wilkinson, L1 1s; Dr Coughtrey, L1 1s; W. H. Reynolds, L1 1s; John Reid, L1 1s; Messrs Driver, Stewart & Co., L2 2s; W. Dick, 10s; J. Dunn, L1; Sundries, L3 3s. [323, 778, 474, 996]
advertisement [955, 581, 1107, 684]
ad-tariff: TARIFF— Turkish Bath ... 3s. Turkish Bath, including Sulphur Bath ... 3s 6d. Tickets of admission ... 2s. Sulphur Bath ... 1s. Tepid Swimming Bath—entirely free from danger to youths learning to swim ... 6d. [639, 909, 790, 948]
news-paragraph: Mr Reeves addressed the electors at Rangiora last evening. He claimed to have saved the Province twelve hundred per annum by sending the Government printing out of Canterbury, whereupon the 'Lyttelton Times' and 'Press' have persistently written him down. The speech all through was a series of complaints against everyone. He did not see any difficulty in having two systems of government for the different islands. It was to the interest of the South to see the North settled, because the additional population which they got there took more goods from the amount that the South Island would have to contribute towards the interest and sinking fund on the debt of the Colony, viz., twenty millions. [7, 152, 158, 277]
